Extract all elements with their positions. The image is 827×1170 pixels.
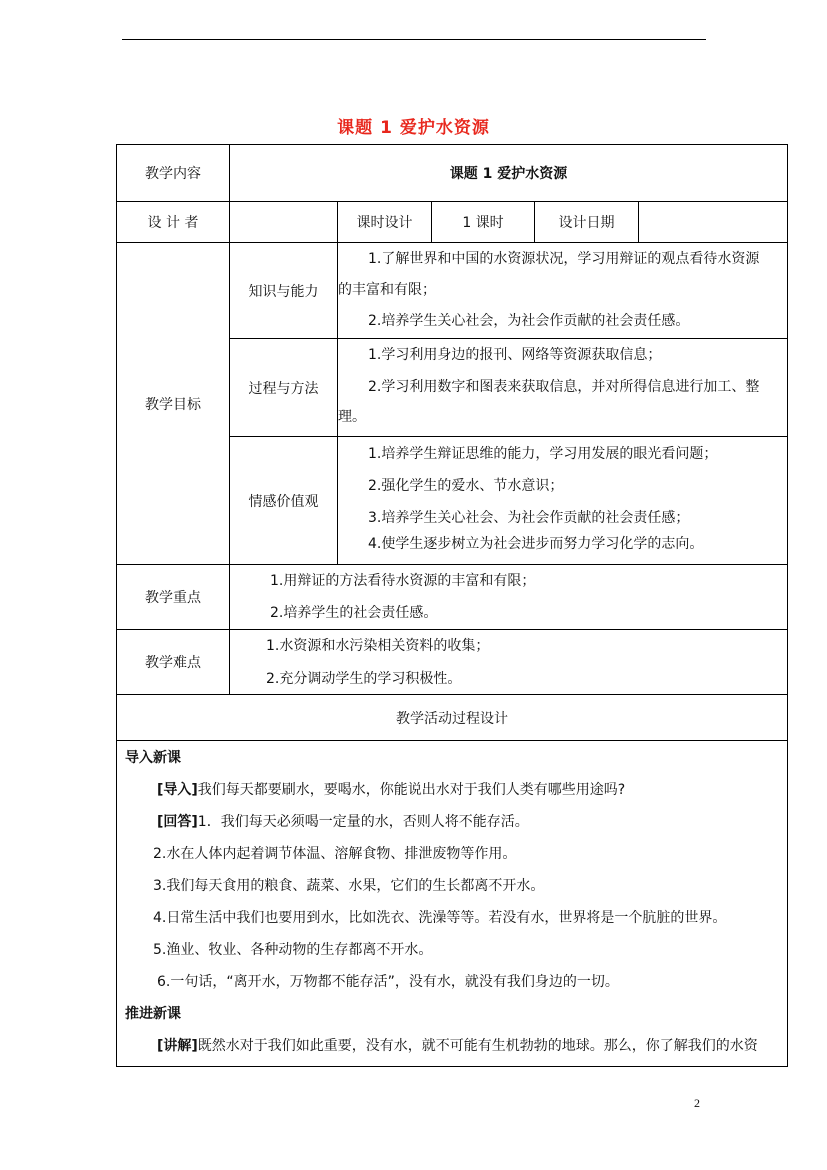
- hours-value: 1 课时: [431, 201, 534, 242]
- intro-text: 1．我们每天必须喝一定量的水，否则人将不能存活。: [197, 814, 529, 830]
- goal-process-line: 理。: [338, 409, 366, 425]
- goal-knowledge-cell: [337, 242, 787, 338]
- intro-line: 6.一句话，“离开水，万物都不能存活”，没有水，就没有我们身边的一切。: [157, 974, 619, 990]
- lesson-plan-table: [116, 144, 788, 1067]
- goal-emotion-name: 情感价值观: [229, 436, 337, 564]
- goal-knowledge-line: 1.了解世界和中国的水资源状况，学习用辩证的观点看待水资源: [368, 251, 760, 267]
- intro-text: 我们每天都要刷水，要喝水，你能说出水对于我们人类有哪些用途吗?: [197, 782, 626, 798]
- goal-knowledge-line: 的丰富和有限；: [338, 282, 436, 298]
- date-value: [638, 201, 787, 242]
- goal-process-cell: [337, 338, 787, 436]
- intro-tag: [回答]: [157, 814, 198, 830]
- goals-label: 教学目标: [117, 242, 229, 564]
- content-label: 教学内容: [145, 166, 201, 182]
- key-points-cell: [229, 564, 787, 629]
- intro-line: 5.渔业、牧业、各种动物的生存都离不开水。: [153, 942, 433, 958]
- goal-knowledge-name: 知识与能力: [229, 242, 337, 338]
- goal-knowledge-line: 2.培养学生关心社会，为社会作贡献的社会责任感。: [368, 313, 690, 329]
- goal-emotion-cell: [337, 436, 787, 564]
- hours-label: 课时设计: [337, 201, 431, 242]
- intro-line: [157, 781, 625, 799]
- key-point-line: 2.培养学生的社会责任感。: [270, 605, 438, 621]
- key-point-line: 1.用辩证的方法看待水资源的丰富和有限；: [270, 573, 536, 589]
- intro-line: [157, 813, 529, 831]
- designer-value: [229, 201, 337, 242]
- advance-text: 既然水对于我们如此重要，没有水，就不可能有生机勃勃的地球。那么，你了解我们的水资: [197, 1038, 758, 1054]
- process-body: [117, 740, 787, 1066]
- advance-tag: [讲解]: [157, 1038, 198, 1054]
- goal-emotion-line: 4.使学生逐步树立为社会进步而努力学习化学的志向。: [368, 536, 704, 552]
- header-rule: [122, 39, 706, 40]
- difficult-point-line: 1.水资源和水污染相关资料的收集；: [266, 638, 490, 654]
- intro-line: 3.我们每天食用的粮食、蔬菜、水果，它们的生长都离不开水。: [153, 878, 545, 894]
- page-number: 2: [694, 1096, 700, 1110]
- content-value: 课题 1 爱护水资源: [229, 145, 787, 201]
- intro-line: 4.日常生活中我们也要用到水，比如洗衣、洗澡等等。若没有水，世界将是一个肮脏的世界。: [153, 910, 727, 926]
- advance-line: [157, 1037, 758, 1055]
- intro-tag: [导入]: [157, 782, 198, 798]
- difficult-points-cell: [229, 629, 787, 694]
- document-title: 课题 1 爱护水资源: [337, 118, 490, 138]
- goal-process-line: 2.学习利用数字和图表来获取信息，并对所得信息进行加工、整: [368, 379, 760, 395]
- goal-process-line: 1.学习利用身边的报刊、网络等资源获取信息；: [368, 347, 662, 363]
- date-label: 设计日期: [534, 201, 638, 242]
- goal-emotion-line: 2.强化学生的爱水、节水意识；: [368, 478, 564, 494]
- process-title: 教学活动过程设计: [117, 694, 787, 740]
- difficult-points-label: 教学难点: [117, 629, 229, 694]
- intro-heading: 导入新课: [125, 750, 181, 766]
- advance-heading: 推进新课: [125, 1006, 181, 1022]
- intro-line: 2.水在人体内起着调节体温、溶解食物、排泄废物等作用。: [153, 846, 517, 862]
- difficult-point-line: 2.充分调动学生的学习积极性。: [266, 671, 462, 687]
- goal-emotion-line: 3.培养学生关心社会、为社会作贡献的社会责任感；: [368, 510, 690, 526]
- goal-emotion-line: 1.培养学生辩证思维的能力，学习用发展的眼光看问题；: [368, 446, 718, 462]
- goal-process-name: 过程与方法: [229, 338, 337, 436]
- key-points-label: 教学重点: [117, 564, 229, 629]
- designer-label: 设 计 者: [117, 201, 229, 242]
